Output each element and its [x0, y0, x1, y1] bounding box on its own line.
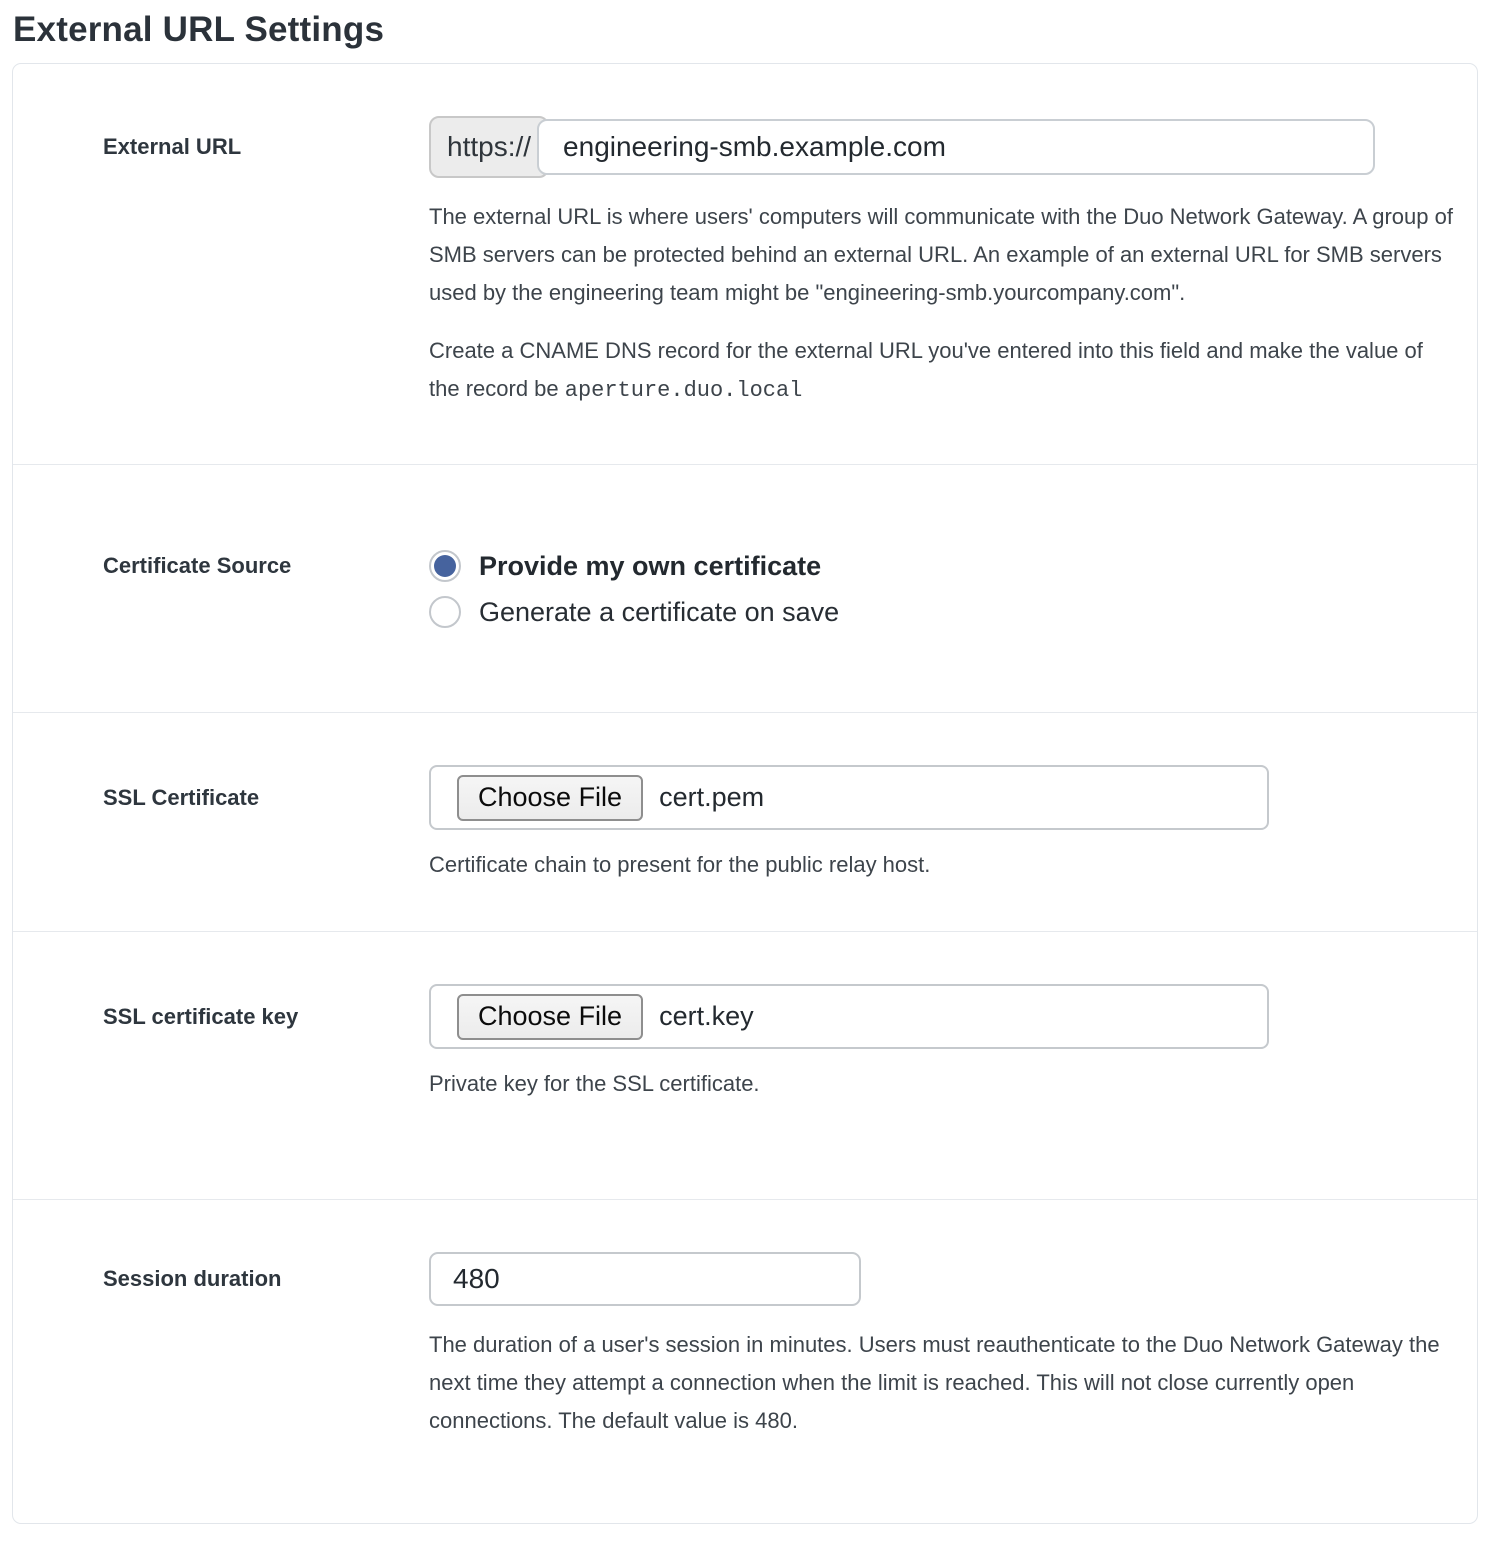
ssl-certificate-key-help	[429, 1065, 1453, 1103]
choose-file-button[interactable]: Choose File	[457, 994, 643, 1040]
external-url-label: External URL	[103, 134, 242, 159]
radio-option-generate-certificate[interactable]	[429, 589, 1453, 635]
ssl-certificate-control	[429, 765, 1453, 830]
ssl-certificate-key-filename: cert.key	[659, 1001, 754, 1031]
form-row-ssl-certificate-key	[13, 931, 1477, 1199]
session-duration-control-line	[13, 1252, 1453, 1306]
radio-unselected-icon[interactable]	[429, 596, 461, 628]
ssl-certificate-file-input[interactable]	[429, 765, 1269, 830]
ssl-certificate-key-control-line	[13, 984, 1453, 1049]
external-url-control	[429, 116, 1453, 178]
form-row-session-duration	[13, 1199, 1477, 1523]
ssl-certificate-label: SSL Certificate	[103, 784, 260, 810]
radio-selected-icon[interactable]	[429, 550, 461, 582]
session-duration-input[interactable]	[429, 1252, 861, 1306]
ssl-certificate-key-file-input[interactable]	[429, 984, 1269, 1049]
external-url-control-line	[13, 116, 1453, 178]
certificate-source-control-line	[13, 543, 1453, 635]
page-title: External URL Settings	[13, 10, 385, 49]
external-url-input[interactable]	[537, 119, 1375, 175]
choose-file-button[interactable]: Choose File	[457, 775, 643, 821]
ssl-certificate-filename: cert.pem	[659, 782, 765, 812]
ssl-certificate-key-control	[429, 984, 1453, 1049]
ssl-certificate-help-text: Certificate chain to present for the public relay host.	[429, 852, 931, 877]
external-url-help-paragraph-1: The external URL is where users' computers will communicate with the Duo Network Gateway. A group of SMB servers can be protected behind an external URL. An example of an external URL for SMB servers used by the engineering team might be "engineering-smb.yourcompany.com".	[429, 204, 1453, 305]
certificate-source-radio-group	[429, 543, 1453, 635]
cname-record-value: aperture.duo.local	[564, 378, 803, 403]
external-url-help-paragraph-2	[429, 332, 1453, 410]
certificate-source-label: Certificate Source	[103, 553, 292, 578]
ssl-certificate-key-label: SSL certificate key	[103, 1003, 299, 1029]
radio-option-label: Provide my own certificate	[479, 551, 822, 581]
session-duration-control	[429, 1252, 1453, 1306]
form-row-certificate-source	[13, 464, 1477, 712]
session-duration-label: Session duration	[103, 1266, 282, 1291]
ssl-certificate-key-help-text: Private key for the SSL certificate.	[429, 1071, 760, 1096]
ssl-certificate-control-line	[13, 765, 1453, 830]
external-url-input-group	[429, 116, 1453, 178]
https-scheme-addon: https://	[429, 116, 549, 178]
session-duration-help	[429, 1326, 1453, 1440]
form-row-ssl-certificate	[13, 712, 1477, 931]
radio-option-provide-own-certificate[interactable]	[429, 543, 1453, 589]
certificate-source-control	[429, 543, 1453, 635]
ssl-certificate-help	[429, 846, 1453, 884]
external-url-help	[429, 198, 1453, 410]
form-row-external-url	[13, 64, 1477, 464]
external-url-settings-panel	[12, 63, 1478, 1524]
session-duration-help-text: The duration of a user's session in minutes. Users must reauthenticate to the Duo Network Gateway the next time they attempt a connection when the limit is reached. This will not close currently open connections. The default value is 480.	[429, 1332, 1440, 1433]
cname-help-text: Create a CNAME DNS record for the external URL you've entered into this field and make the value of the record be	[429, 338, 1423, 401]
radio-option-label: Generate a certificate on save	[479, 597, 840, 627]
